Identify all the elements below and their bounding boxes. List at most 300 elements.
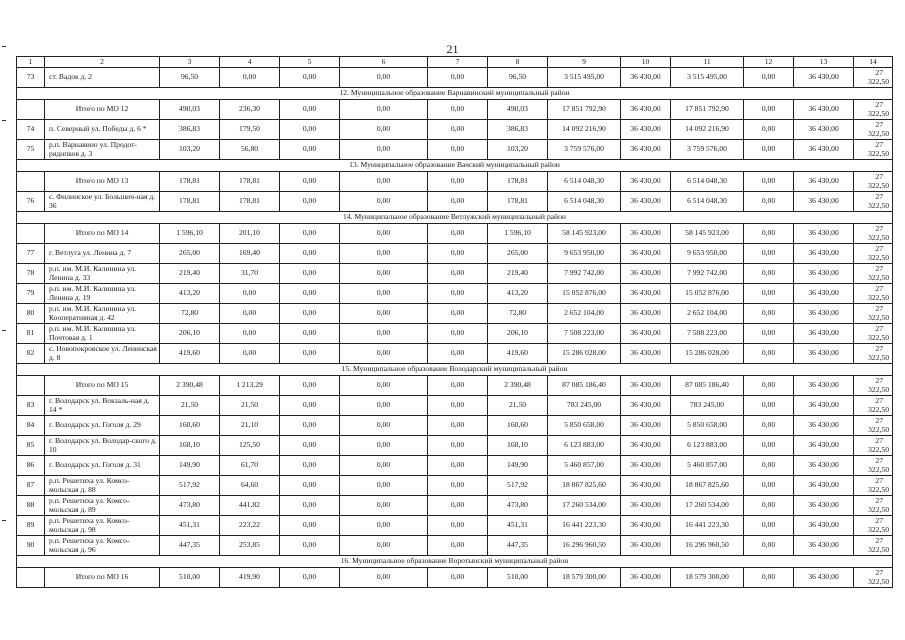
value-cell: 0,00 xyxy=(280,224,340,244)
value-part: 322,50 xyxy=(868,444,889,454)
header-cell: 5 xyxy=(280,57,340,68)
value-cell: 0,00 xyxy=(428,496,488,516)
value-cell: 178,81 xyxy=(220,192,280,212)
value-cell: 36 430,00 xyxy=(621,224,671,244)
header-cell: 3 xyxy=(160,57,220,68)
value-cell: 7 992 742,00 xyxy=(548,264,621,284)
value-cell: 178,81 xyxy=(220,172,280,192)
value-cell: 14 092 216,90 xyxy=(671,120,744,140)
table-row xyxy=(17,120,893,140)
value-part: 27 xyxy=(875,376,883,386)
total-label: Итого по МО 16 xyxy=(45,568,160,588)
value-cell: 0,00 xyxy=(428,120,488,140)
value-cell: 36 430,00 xyxy=(621,68,671,88)
value-cell xyxy=(854,476,893,496)
value-cell: 36 430,00 xyxy=(794,516,854,536)
value-cell: 386,83 xyxy=(488,120,548,140)
value-cell: 0,00 xyxy=(428,284,488,304)
value-cell: 6 123 883,00 xyxy=(671,436,744,456)
value-cell: 103,20 xyxy=(160,140,220,160)
value-part: 322,50 xyxy=(868,576,889,586)
header-cell: 13 xyxy=(794,57,854,68)
value-cell: 0,00 xyxy=(340,68,428,88)
value-cell: 18 867 825,60 xyxy=(671,476,744,496)
value-cell: 58 145 923,00 xyxy=(671,224,744,244)
value-cell: 0,00 xyxy=(744,244,794,264)
value-cell: 36 430,00 xyxy=(621,264,671,284)
value-part: 27 xyxy=(875,68,883,78)
value-cell: 36 430,00 xyxy=(794,224,854,244)
total-row xyxy=(17,100,893,120)
value-cell: 36 430,00 xyxy=(794,284,854,304)
row-number: 85 xyxy=(17,436,45,456)
value-cell: 0,00 xyxy=(340,568,428,588)
value-cell: 160,60 xyxy=(488,416,548,436)
row-number: 80 xyxy=(17,304,45,324)
value-cell: 0,00 xyxy=(280,304,340,324)
address-cell: г. Володарск ул. Гоголя д. 31 xyxy=(45,456,160,476)
value-part: 27 xyxy=(875,172,883,182)
value-part: 322,50 xyxy=(868,108,889,118)
table-row xyxy=(17,516,893,536)
row-number: 77 xyxy=(17,244,45,264)
value-cell: 0,00 xyxy=(744,324,794,344)
value-cell: 87 085 186,40 xyxy=(671,376,744,396)
value-cell: 206,10 xyxy=(160,324,220,344)
value-cell: 15 286 028,00 xyxy=(548,344,621,364)
address-cell: р.п. им. М.И. Калинина ул. Ленина д. 33 xyxy=(45,264,160,284)
value-cell: 6 514 048,30 xyxy=(548,192,621,212)
value-cell: 0,00 xyxy=(280,120,340,140)
value-cell: 18 579 300,00 xyxy=(548,568,621,588)
value-cell: 1 596,10 xyxy=(488,224,548,244)
value-cell: 169,40 xyxy=(220,244,280,264)
value-cell: 36 430,00 xyxy=(794,496,854,516)
value-cell: 36 430,00 xyxy=(794,172,854,192)
page-number: 21 xyxy=(446,42,459,56)
value-cell: 103,20 xyxy=(488,140,548,160)
value-cell: 7 508 223,00 xyxy=(548,324,621,344)
value-part: 27 xyxy=(875,224,883,234)
value-cell xyxy=(854,68,893,88)
header-row xyxy=(17,57,893,68)
value-cell: 9 653 950,00 xyxy=(548,244,621,264)
value-cell: 0,00 xyxy=(340,436,428,456)
value-cell: 0,00 xyxy=(744,140,794,160)
row-number xyxy=(17,376,45,396)
value-part: 27 xyxy=(875,324,883,334)
value-cell: 36 430,00 xyxy=(621,344,671,364)
value-cell xyxy=(854,568,893,588)
value-cell: 413,20 xyxy=(160,284,220,304)
header-cell: 1 xyxy=(17,57,45,68)
row-number: 87 xyxy=(17,476,45,496)
value-cell: 490,03 xyxy=(160,100,220,120)
value-cell xyxy=(854,416,893,436)
value-cell: 441,82 xyxy=(220,496,280,516)
value-cell: 510,00 xyxy=(488,568,548,588)
value-cell: 0,00 xyxy=(280,456,340,476)
value-cell: 36 430,00 xyxy=(794,100,854,120)
value-cell: 3 759 576,00 xyxy=(671,140,744,160)
value-part: 27 xyxy=(875,568,883,578)
housing-table xyxy=(16,56,893,588)
value-cell: 56,80 xyxy=(220,140,280,160)
value-part: 27 xyxy=(875,516,883,526)
value-cell xyxy=(854,172,893,192)
value-cell: 5 460 857,00 xyxy=(548,456,621,476)
value-part: 322,50 xyxy=(868,272,889,282)
value-cell: 16 441 223,30 xyxy=(548,516,621,536)
value-cell: 0,00 xyxy=(340,304,428,324)
value-part: 322,50 xyxy=(868,464,889,474)
value-cell: 0,00 xyxy=(340,324,428,344)
value-cell: 0,00 xyxy=(428,224,488,244)
address-cell: г. Володарск ул. Володар-ского д. 10 xyxy=(45,436,160,456)
row-number: 75 xyxy=(17,140,45,160)
value-cell: 36 430,00 xyxy=(621,436,671,456)
value-cell: 0,00 xyxy=(428,436,488,456)
value-cell: 0,00 xyxy=(744,224,794,244)
row-number: 73 xyxy=(17,68,45,88)
header-cell: 9 xyxy=(548,57,621,68)
value-cell xyxy=(854,244,893,264)
header-cell: 7 xyxy=(428,57,488,68)
value-cell: 36 430,00 xyxy=(621,456,671,476)
section-title: 13. Муниципальное образование Вачский муниципальный район xyxy=(17,160,893,172)
value-cell: 0,00 xyxy=(280,264,340,284)
value-cell: 419,60 xyxy=(488,344,548,364)
value-part: 27 xyxy=(875,536,883,546)
section-row xyxy=(17,556,893,568)
address-cell: г. Володарск ул. Вокзаль-ная д. 14 * xyxy=(45,396,160,416)
value-part: 322,50 xyxy=(868,292,889,302)
margin-mark xyxy=(2,120,6,121)
value-cell: 72,80 xyxy=(160,304,220,324)
value-cell: 0,00 xyxy=(744,476,794,496)
value-cell: 36 430,00 xyxy=(621,192,671,212)
value-cell: 0,00 xyxy=(744,568,794,588)
value-cell: 36 430,00 xyxy=(794,304,854,324)
value-cell: 36 430,00 xyxy=(794,436,854,456)
value-cell: 0,00 xyxy=(744,68,794,88)
value-cell: 15 052 876,00 xyxy=(671,284,744,304)
row-number: 90 xyxy=(17,536,45,556)
row-number: 88 xyxy=(17,496,45,516)
value-cell: 0,00 xyxy=(428,100,488,120)
table-row xyxy=(17,264,893,284)
total-label: Итого по МО 14 xyxy=(45,224,160,244)
section-title: 15. Муниципальное образование Володарский муниципальный район xyxy=(17,364,893,376)
value-cell: 0,00 xyxy=(340,172,428,192)
address-cell: г. Ветлуга ул. Ленина д. 7 xyxy=(45,244,160,264)
value-part: 27 xyxy=(875,120,883,130)
value-cell: 36 430,00 xyxy=(794,456,854,476)
value-cell: 6 123 883,00 xyxy=(548,436,621,456)
header-cell: 4 xyxy=(220,57,280,68)
value-cell: 0,00 xyxy=(428,456,488,476)
value-cell xyxy=(854,324,893,344)
value-part: 322,50 xyxy=(868,252,889,262)
header-cell: 8 xyxy=(488,57,548,68)
address-cell: р.п. Решетиха ул. Комсо-мольская д. 96 xyxy=(45,536,160,556)
section-title: 16. Муниципальное образование Воротынский муниципальный район xyxy=(17,556,893,568)
value-cell: 0,00 xyxy=(280,68,340,88)
value-cell: 17 260 534,00 xyxy=(548,496,621,516)
table-row xyxy=(17,416,893,436)
value-cell xyxy=(854,192,893,212)
total-label: Итого по МО 15 xyxy=(45,376,160,396)
value-cell: 149,90 xyxy=(488,456,548,476)
value-cell: 0,00 xyxy=(280,172,340,192)
value-part: 322,50 xyxy=(868,180,889,190)
value-cell: 0,00 xyxy=(280,324,340,344)
value-cell: 178,81 xyxy=(160,192,220,212)
value-cell: 178,81 xyxy=(488,192,548,212)
value-cell: 447,35 xyxy=(488,536,548,556)
value-cell: 0,00 xyxy=(280,140,340,160)
address-cell: с. Филинское ул. Большич-ная д. 36 xyxy=(45,192,160,212)
value-cell: 72,80 xyxy=(488,304,548,324)
value-cell: 419,90 xyxy=(220,568,280,588)
header-cell: 11 xyxy=(671,57,744,68)
value-cell: 16 441 223,30 xyxy=(671,516,744,536)
value-part: 27 xyxy=(875,192,883,202)
value-cell: 36 430,00 xyxy=(794,140,854,160)
value-part: 27 xyxy=(875,244,883,254)
value-cell: 15 286 028,00 xyxy=(671,344,744,364)
section-row xyxy=(17,160,893,172)
value-cell: 36 430,00 xyxy=(794,344,854,364)
value-cell: 0,00 xyxy=(428,68,488,88)
address-cell: р.п. им. М.И. Калинина ул. Ленина д. 19 xyxy=(45,284,160,304)
value-cell: 0,00 xyxy=(428,476,488,496)
value-cell: 0,00 xyxy=(340,344,428,364)
value-cell: 0,00 xyxy=(280,416,340,436)
value-part: 322,50 xyxy=(868,384,889,394)
value-part: 322,50 xyxy=(868,352,889,362)
value-cell xyxy=(854,284,893,304)
address-cell: р.п. Решетиха ул. Комсо-мольская д. 89 xyxy=(45,496,160,516)
value-cell: 2 652 104,00 xyxy=(548,304,621,324)
header-cell: 6 xyxy=(340,57,428,68)
value-cell: 0,00 xyxy=(220,284,280,304)
value-cell: 0,00 xyxy=(340,376,428,396)
value-cell: 0,00 xyxy=(280,496,340,516)
value-part: 322,50 xyxy=(868,424,889,434)
value-cell: 21,50 xyxy=(160,396,220,416)
row-number: 81 xyxy=(17,324,45,344)
value-cell: 58 145 923,00 xyxy=(548,224,621,244)
value-cell: 0,00 xyxy=(340,120,428,140)
value-cell: 36 430,00 xyxy=(621,284,671,304)
row-number: 84 xyxy=(17,416,45,436)
value-cell: 0,00 xyxy=(744,456,794,476)
value-part: 322,50 xyxy=(868,504,889,514)
value-cell: 36 430,00 xyxy=(794,476,854,496)
value-cell: 0,00 xyxy=(744,304,794,324)
value-cell: 21,50 xyxy=(220,396,280,416)
value-cell: 17 260 534,00 xyxy=(671,496,744,516)
value-part: 322,50 xyxy=(868,484,889,494)
value-cell: 7 992 742,00 xyxy=(671,264,744,284)
value-cell: 36 430,00 xyxy=(794,376,854,396)
value-cell: 64,60 xyxy=(220,476,280,496)
value-cell: 447,35 xyxy=(160,536,220,556)
value-cell: 2 390,48 xyxy=(160,376,220,396)
value-part: 322,50 xyxy=(868,332,889,342)
table-row xyxy=(17,140,893,160)
value-cell: 0,00 xyxy=(428,244,488,264)
value-cell xyxy=(854,120,893,140)
value-part: 27 xyxy=(875,344,883,354)
value-cell: 36 430,00 xyxy=(794,324,854,344)
total-label: Итого по МО 13 xyxy=(45,172,160,192)
header-cell: 12 xyxy=(744,57,794,68)
margin-mark xyxy=(2,520,6,521)
value-cell: 18 579 300,00 xyxy=(671,568,744,588)
table-row xyxy=(17,436,893,456)
value-part: 322,50 xyxy=(868,544,889,554)
value-cell: 201,10 xyxy=(220,224,280,244)
value-part: 27 xyxy=(875,304,883,314)
value-cell: 0,00 xyxy=(280,568,340,588)
value-cell xyxy=(854,436,893,456)
value-cell: 0,00 xyxy=(340,244,428,264)
table-row xyxy=(17,324,893,344)
margin-mark xyxy=(2,330,6,331)
value-cell: 0,00 xyxy=(340,496,428,516)
value-cell: 0,00 xyxy=(280,376,340,396)
value-cell: 36 430,00 xyxy=(621,244,671,264)
value-cell: 96,50 xyxy=(488,68,548,88)
value-cell: 0,00 xyxy=(280,476,340,496)
value-cell: 0,00 xyxy=(280,192,340,212)
table-row xyxy=(17,304,893,324)
value-cell: 0,00 xyxy=(280,536,340,556)
value-cell: 451,31 xyxy=(160,516,220,536)
value-cell: 253,85 xyxy=(220,536,280,556)
value-cell: 36 430,00 xyxy=(621,496,671,516)
header-cell: 10 xyxy=(621,57,671,68)
value-cell: 3 515 495,00 xyxy=(671,68,744,88)
value-cell: 451,31 xyxy=(488,516,548,536)
value-cell: 31,70 xyxy=(220,264,280,284)
value-cell: 3 759 576,00 xyxy=(548,140,621,160)
value-cell: 0,00 xyxy=(340,536,428,556)
value-cell: 36 430,00 xyxy=(621,536,671,556)
value-cell xyxy=(854,344,893,364)
value-part: 322,50 xyxy=(868,524,889,534)
row-number xyxy=(17,568,45,588)
value-cell: 61,70 xyxy=(220,456,280,476)
value-cell: 7 508 223,00 xyxy=(671,324,744,344)
value-cell: 16 296 960,50 xyxy=(671,536,744,556)
value-part: 322,50 xyxy=(868,148,889,158)
value-cell: 490,03 xyxy=(488,100,548,120)
row-number: 82 xyxy=(17,344,45,364)
value-cell: 0,00 xyxy=(280,284,340,304)
row-number xyxy=(17,224,45,244)
value-cell: 36 430,00 xyxy=(621,324,671,344)
value-cell: 0,00 xyxy=(428,264,488,284)
address-cell: р.п. им. М.И. Калинина ул. Почтовая д. 1 xyxy=(45,324,160,344)
value-part: 27 xyxy=(875,416,883,426)
value-cell: 0,00 xyxy=(744,100,794,120)
row-number: 83 xyxy=(17,396,45,416)
value-cell: 0,00 xyxy=(340,516,428,536)
row-number xyxy=(17,172,45,192)
value-cell xyxy=(854,100,893,120)
value-cell: 0,00 xyxy=(744,120,794,140)
value-cell: 0,00 xyxy=(744,376,794,396)
row-number: 86 xyxy=(17,456,45,476)
table-row xyxy=(17,192,893,212)
value-cell: 0,00 xyxy=(220,304,280,324)
address-cell: р.п. им. М.И. Калинина ул. Кооперативная д. 42 xyxy=(45,304,160,324)
value-cell: 6 514 048,30 xyxy=(548,172,621,192)
value-cell xyxy=(854,516,893,536)
table-row xyxy=(17,496,893,516)
value-cell: 36 430,00 xyxy=(621,100,671,120)
value-cell: 223,22 xyxy=(220,516,280,536)
address-cell: п. Северный ул. Победы д. 6 * xyxy=(45,120,160,140)
value-cell: 36 430,00 xyxy=(794,416,854,436)
table-row xyxy=(17,456,893,476)
value-cell xyxy=(854,304,893,324)
value-cell: 236,30 xyxy=(220,100,280,120)
table-body xyxy=(17,57,893,588)
value-cell: 0,00 xyxy=(220,344,280,364)
value-cell: 2 652 104,00 xyxy=(671,304,744,324)
value-cell: 219,40 xyxy=(160,264,220,284)
table-row xyxy=(17,476,893,496)
value-cell: 219,40 xyxy=(488,264,548,284)
value-part: 27 xyxy=(875,264,883,274)
value-cell: 0,00 xyxy=(744,516,794,536)
value-cell: 0,00 xyxy=(744,192,794,212)
value-cell: 36 430,00 xyxy=(621,120,671,140)
value-part: 322,50 xyxy=(868,200,889,210)
value-part: 27 xyxy=(875,476,883,486)
value-cell: 36 430,00 xyxy=(794,536,854,556)
row-number: 74 xyxy=(17,120,45,140)
value-cell: 21,10 xyxy=(220,416,280,436)
value-cell: 36 430,00 xyxy=(794,568,854,588)
value-part: 322,50 xyxy=(868,128,889,138)
value-cell: 36 430,00 xyxy=(794,396,854,416)
value-cell: 5 460 857,00 xyxy=(671,456,744,476)
value-cell: 149,90 xyxy=(160,456,220,476)
value-cell: 473,80 xyxy=(488,496,548,516)
table-row xyxy=(17,244,893,264)
value-cell: 168,10 xyxy=(488,436,548,456)
value-cell: 168,10 xyxy=(160,436,220,456)
value-cell: 0,00 xyxy=(340,284,428,304)
value-cell: 0,00 xyxy=(744,344,794,364)
value-cell: 0,00 xyxy=(744,396,794,416)
value-cell: 265,00 xyxy=(488,244,548,264)
value-cell: 36 430,00 xyxy=(794,68,854,88)
table-row xyxy=(17,536,893,556)
value-cell: 1 213,29 xyxy=(220,376,280,396)
value-cell: 0,00 xyxy=(744,284,794,304)
value-cell: 0,00 xyxy=(280,436,340,456)
address-cell: р.п. Варнавино ул. Продот-ряднпков д. 3 xyxy=(45,140,160,160)
value-cell xyxy=(854,140,893,160)
value-cell: 0,00 xyxy=(280,100,340,120)
value-cell: 9 653 950,00 xyxy=(671,244,744,264)
